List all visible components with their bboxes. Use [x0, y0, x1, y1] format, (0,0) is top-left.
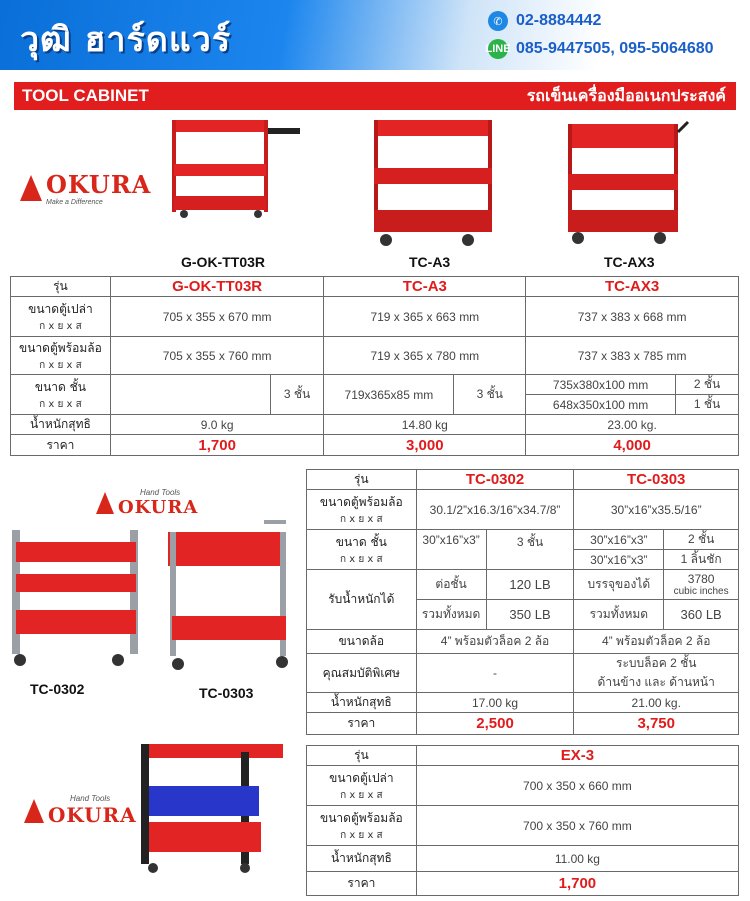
table-row: [11, 337, 739, 375]
empty-size-value: 719 x 365 x 663 mm: [324, 297, 526, 337]
table-row: [307, 693, 739, 713]
total-label: รวมทั้งหมด: [416, 600, 486, 630]
header-banner: [0, 0, 750, 70]
wheels-size-value: 737 x 383 x 785 mm: [526, 337, 739, 375]
table-row: [307, 570, 739, 600]
table-row: [11, 375, 739, 395]
weight-value: 14.80 kg: [324, 415, 526, 435]
price-value: 1,700: [416, 872, 738, 896]
shelf-size: 30”x16”x3”: [416, 530, 486, 570]
shelf-size: 30”x16”x3”: [574, 530, 664, 550]
shelf-size: 719x365x85 mm: [324, 375, 454, 415]
model-g-ok-tt03r: G-OK-TT03R: [110, 277, 324, 297]
model-tc-a3: TC-A3: [324, 277, 526, 297]
line-app-icon: LINE: [488, 39, 508, 59]
feature-label: คุณสมบัติพิเศษ: [307, 654, 417, 693]
okura-logo-mark-icon: [24, 799, 44, 823]
wheel-value: 4” พร้อมตัวล็อค 2 ล้อ: [574, 630, 739, 654]
brand-name: วุฒิ ฮาร์ดแวร์: [20, 20, 232, 60]
logo-hand-tools: Hand Tools: [70, 794, 111, 803]
weight-label: น้ำหนักสุทธิ: [307, 693, 417, 713]
capacity-value: 3780 cubic inches: [664, 570, 739, 600]
logo-text: OKURA: [118, 497, 199, 518]
shelf-count: 3 ชั้น: [270, 375, 324, 415]
empty-size-value: 705 x 355 x 670 mm: [110, 297, 324, 337]
table-row: [307, 746, 739, 766]
caption-tc-a3: TC-A3: [409, 254, 451, 270]
empty-size-value: 700 x 350 x 660 mm: [416, 766, 738, 806]
table-row: [307, 846, 739, 872]
table-row: [307, 713, 739, 735]
table-row: [307, 872, 739, 896]
okura-logo-mark-icon: [96, 492, 114, 514]
model-label: รุ่น: [307, 470, 417, 490]
caption-tc-ax3: TC-AX3: [604, 254, 655, 270]
phone-contact[interactable]: [488, 11, 601, 31]
logo-tagline: Make a Difference: [46, 199, 103, 206]
per-shelf-label: ต่อชั้น: [416, 570, 486, 600]
wheels-size-value: 30”x16”x35.5/16”: [574, 490, 739, 530]
price-label: ราคา: [11, 435, 111, 456]
model-label: รุ่น: [11, 277, 111, 297]
shelf-size-empty: [110, 375, 270, 415]
price-label: ราคา: [307, 713, 417, 735]
price-value: 4,000: [526, 435, 739, 456]
model-ex-3: EX-3: [416, 746, 738, 766]
weight-value: 21.00 kg.: [574, 693, 739, 713]
table-row: [11, 435, 739, 456]
total-value: 360 LB: [664, 600, 739, 630]
feature-value: ระบบล็อค 2 ชั้น ด้านข้าง และ ด้านหน้า: [574, 654, 739, 693]
spec-table-3: [306, 745, 739, 896]
phone-number: 02-8884442: [516, 12, 602, 29]
wheels-size-label: ขนาดตู้พร้อมล้อ ก x ย x ส: [307, 806, 417, 846]
wheels-size-value: 30.1/2”x16.3/16”x34.7/8”: [416, 490, 574, 530]
weight-label: น้ำหนักสุทธิ: [11, 415, 111, 435]
wheels-size-value: 719 x 365 x 780 mm: [324, 337, 526, 375]
title-left: TOOL CABINET: [22, 86, 149, 105]
empty-size-label: ขนาดตู้เปล่า ก x ย x ส: [307, 766, 417, 806]
capacity-label: บรรจุของได้: [574, 570, 664, 600]
shelf-count: 2 ชั้น: [664, 530, 739, 550]
table-row: [307, 654, 739, 693]
spec-table-2: [306, 469, 739, 735]
empty-size-label: ขนาดตู้เปล่า ก x ย x ส: [11, 297, 111, 337]
wheels-size-value: 705 x 355 x 760 mm: [110, 337, 324, 375]
empty-size-value: 737 x 383 x 668 mm: [526, 297, 739, 337]
line-numbers: 085-9447505, 095-5064680: [516, 40, 714, 57]
price-value: 1,700: [110, 435, 324, 456]
okura-logo-mark-icon: [20, 175, 42, 201]
shelf-count: 1 ชั้น: [676, 395, 739, 415]
shelf-count: 3 ชั้น: [454, 375, 526, 415]
shelf-size-label: ขนาด ชั้น ก x ย x ส: [307, 530, 417, 570]
spec-table-1: [10, 276, 739, 456]
cart-image-tc-0303: [164, 518, 294, 678]
table-row: [307, 630, 739, 654]
shelf-size: 735x380x100 mm: [526, 375, 676, 395]
table-row: [11, 415, 739, 435]
per-shelf-value: 120 LB: [486, 570, 574, 600]
table-row: [307, 766, 739, 806]
table-row: [307, 470, 739, 490]
table-row: [307, 490, 739, 530]
line-contact[interactable]: [485, 39, 714, 59]
price-value: 3,000: [324, 435, 526, 456]
model-label: รุ่น: [307, 746, 417, 766]
model-tc-0303: TC-0303: [574, 470, 739, 490]
load-label: รับน้ำหนักได้: [307, 570, 417, 630]
caption-tc-0303: TC-0303: [199, 685, 254, 701]
weight-value: 17.00 kg: [416, 693, 574, 713]
table-row: [307, 806, 739, 846]
title-bar: [14, 82, 736, 110]
okura-logo: [20, 170, 151, 206]
total-value: 350 LB: [486, 600, 574, 630]
weight-value: 9.0 kg: [110, 415, 324, 435]
table-row: [11, 277, 739, 297]
okura-logo: [96, 488, 198, 518]
price-label: ราคา: [307, 872, 417, 896]
weight-value: 11.00 kg: [416, 846, 738, 872]
wheel-label: ขนาดล้อ: [307, 630, 417, 654]
caption-tc-0302: TC-0302: [30, 681, 85, 697]
logo-hand-tools: Hand Tools: [140, 488, 181, 497]
caption-g-ok-tt03r: G-OK-TT03R: [181, 254, 265, 270]
phone-icon: ✆: [488, 11, 508, 31]
feature-value: -: [416, 654, 574, 693]
wheel-value: 4” พร้อมตัวล็อค 2 ล้อ: [416, 630, 574, 654]
weight-label: น้ำหนักสุทธิ: [307, 846, 417, 872]
model-tc-ax3: TC-AX3: [526, 277, 739, 297]
title-right: รถเข็นเครื่องมืออเนกประสงค์: [526, 85, 726, 105]
weight-value: 23.00 kg.: [526, 415, 739, 435]
cart-image-tc-a3: [368, 118, 503, 248]
wheels-size-label: ขนาดตู้พร้อมล้อ ก x ย x ส: [11, 337, 111, 375]
cart-image-ex-3: [135, 738, 287, 878]
cart-image-tc-0302: [8, 524, 142, 674]
shelf-size-label: ขนาด ชั้น ก x ย x ส: [11, 375, 111, 415]
shelf-size: 648x350x100 mm: [526, 395, 676, 415]
cart-image-tc-ax3: [562, 118, 697, 248]
shelf-count: 3 ชั้น: [486, 530, 574, 570]
cart-image-g-ok-tt03r: [168, 118, 303, 218]
total-label: รวมทั้งหมด: [574, 600, 664, 630]
table-row: [11, 297, 739, 337]
price-value: 3,750: [574, 713, 739, 735]
drawer-count: 1 ลิ้นชัก: [664, 550, 739, 570]
table-row: [307, 530, 739, 550]
wheels-size-label: ขนาดตู้พร้อมล้อ ก x ย x ส: [307, 490, 417, 530]
logo-text: OKURA: [48, 803, 137, 827]
okura-logo: [24, 794, 137, 827]
shelf-size: 30”x16”x3”: [574, 550, 664, 570]
model-tc-0302: TC-0302: [416, 470, 574, 490]
wheels-size-value: 700 x 350 x 760 mm: [416, 806, 738, 846]
logo-text: OKURA: [46, 170, 152, 199]
shelf-count: 2 ชั้น: [676, 375, 739, 395]
price-value: 2,500: [416, 713, 574, 735]
